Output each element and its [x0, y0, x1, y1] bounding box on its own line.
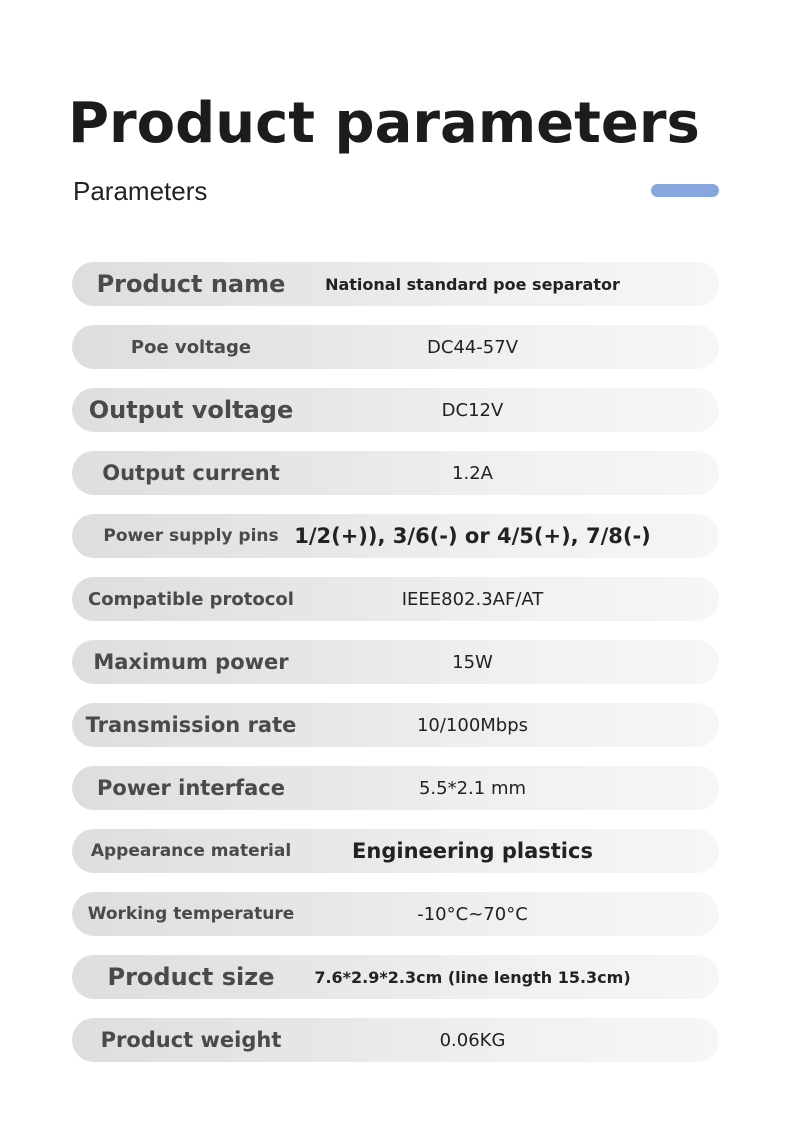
param-value: 15W: [452, 651, 493, 673]
param-value: 1.2A: [452, 462, 493, 484]
param-label: Power interface: [97, 776, 285, 800]
param-row-output-voltage: [72, 388, 719, 432]
param-row-working-temperature: [72, 892, 719, 936]
page-title: Product parameters: [68, 91, 700, 156]
param-value: DC12V: [441, 399, 504, 421]
param-row-product-name: [72, 262, 719, 306]
param-value: 0.06KG: [439, 1029, 506, 1051]
param-label: Compatible protocol: [88, 588, 294, 610]
param-label: Output voltage: [88, 396, 294, 424]
param-label: Transmission rate: [85, 713, 297, 737]
param-row-compatible-protocol: [72, 577, 719, 621]
param-label: Appearance material: [90, 841, 292, 861]
param-value: -10°C~70°C: [417, 903, 528, 925]
param-value: DC44-57V: [426, 336, 519, 358]
param-row-output-current: [72, 451, 719, 495]
accent-bar: [651, 184, 719, 197]
parameters-table: [72, 262, 719, 1081]
param-label: Poe voltage: [130, 336, 252, 358]
param-value: IEEE802.3AF/AT: [401, 588, 544, 610]
param-value: 10/100Mbps: [416, 714, 529, 736]
param-row-maximum-power: [72, 640, 719, 684]
page-subtitle: Parameters: [73, 176, 208, 206]
param-value: 1/2(+)), 3/6(-) or 4/5(+), 7/8(-): [294, 524, 651, 548]
param-row-appearance-material: [72, 829, 719, 873]
param-row-power-interface: [72, 766, 719, 810]
param-label: Product size: [107, 963, 275, 991]
param-label: Power supply pins: [103, 526, 279, 546]
param-label: Output current: [102, 461, 280, 485]
param-value: 5.5*2.1 mm: [418, 777, 527, 799]
param-row-product-weight: [72, 1018, 719, 1062]
param-label: Maximum power: [93, 650, 289, 674]
param-value: Engineering plastics: [352, 839, 593, 863]
param-value: National standard poe separator: [325, 274, 620, 294]
param-label: Product weight: [100, 1028, 282, 1052]
param-label: Working temperature: [87, 904, 295, 924]
param-row-power-supply-pins: [72, 514, 719, 558]
param-row-product-size: [72, 955, 719, 999]
param-value: 7.6*2.9*2.3cm (line length 15.3cm): [314, 967, 631, 987]
param-label: Product name: [96, 270, 286, 298]
param-row-transmission-rate: [72, 703, 719, 747]
param-row-poe-voltage: [72, 325, 719, 369]
